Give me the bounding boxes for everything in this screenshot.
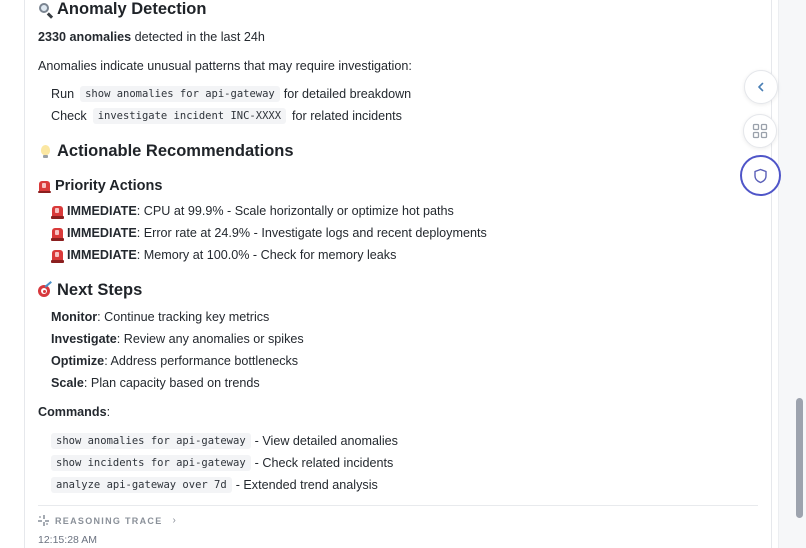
anomaly-heading [38, 0, 206, 19]
scrollbar-thumb[interactable] [796, 398, 803, 518]
command-code[interactable]: show anomalies for api-gateway [51, 433, 251, 449]
recommendations-heading [38, 142, 294, 161]
next-step-text: : Plan capacity based on trends [83, 376, 260, 390]
siren-icon [38, 180, 51, 193]
step-suffix: for related incidents [292, 109, 402, 123]
grid-view-button[interactable] [743, 114, 777, 148]
anomaly-step [51, 108, 402, 124]
anomaly-count [38, 30, 265, 44]
command-description: - Check related incidents [254, 456, 394, 470]
next-step-label: Optimize [51, 354, 105, 368]
collapse-panel-button[interactable] [744, 70, 778, 104]
siren-icon [51, 205, 63, 217]
anomaly-step [51, 86, 411, 102]
magnifier-icon [38, 2, 53, 17]
next-step-text: : Continue tracking key metrics [97, 310, 270, 324]
step-prefix: Check [51, 109, 87, 123]
target-icon [38, 283, 53, 298]
priority-level: IMMEDIATE [67, 226, 137, 240]
next-steps-heading [38, 281, 142, 300]
command-code[interactable]: show incidents for api-gateway [51, 455, 251, 471]
siren-icon [51, 249, 63, 261]
next-step-item [51, 332, 304, 346]
security-shield-button[interactable] [740, 155, 781, 196]
commands-colon: : [106, 405, 111, 419]
command-description: - View detailed anomalies [254, 434, 398, 448]
step-prefix: Run [51, 87, 75, 101]
siren-icon [51, 227, 63, 239]
anomaly-title: Anomaly Detection [57, 0, 207, 18]
anomaly-count-rest: detected in the last 24h [131, 30, 265, 44]
priority-text: : Memory at 100.0% - Check for memory leaks [136, 248, 397, 262]
chevron-left-icon [755, 81, 767, 93]
next-step-text: : Address performance bottlenecks [104, 354, 299, 368]
priority-heading [38, 178, 162, 194]
command-code[interactable]: show anomalies for api-gateway [80, 86, 280, 102]
message-timestamp: 12:15:28 AM [38, 534, 97, 546]
priority-level: IMMEDIATE [67, 204, 137, 218]
command-code[interactable]: investigate incident INC-XXXX [93, 108, 286, 124]
next-step-label: Investigate [51, 332, 117, 346]
next-step-item [51, 310, 269, 324]
next-step-item [51, 354, 298, 368]
priority-text: : CPU at 99.9% - Scale horizontally or optimize hot paths [136, 204, 454, 218]
step-suffix: for detailed breakdown [283, 87, 412, 101]
lightbulb-icon [38, 144, 53, 159]
commands-label-text: Commands [38, 405, 107, 419]
command-item [51, 455, 393, 471]
priority-text: : Error rate at 24.9% - Investigate logs and recent deployments [136, 226, 487, 240]
command-description: - Extended trend analysis [235, 478, 378, 492]
next-step-item [51, 376, 260, 390]
commands-label [38, 405, 110, 419]
grid-icon [752, 123, 768, 139]
priority-item [51, 226, 487, 240]
priority-title: Priority Actions [55, 178, 163, 194]
sparkle-icon [38, 515, 49, 526]
reasoning-trace-toggle[interactable] [38, 515, 176, 526]
chevron-right-icon: › [172, 515, 176, 526]
recommendations-title: Actionable Recommendations [57, 142, 294, 160]
anomaly-count-bold: 2330 anomalies [38, 30, 132, 44]
command-code[interactable]: analyze api-gateway over 7d [51, 477, 232, 493]
priority-item [51, 204, 454, 218]
priority-level: IMMEDIATE [67, 248, 137, 262]
priority-item [51, 248, 396, 262]
next-step-label: Monitor [51, 310, 98, 324]
command-item [51, 477, 378, 493]
next-steps-title: Next Steps [57, 281, 143, 299]
next-step-label: Scale [51, 376, 84, 390]
reasoning-trace-label: REASONING TRACE [55, 515, 163, 526]
next-step-text: : Review any anomalies or spikes [116, 332, 304, 346]
footer-divider [38, 505, 758, 506]
anomaly-intro: Anomalies indicate unusual patterns that may require investigation: [38, 59, 412, 73]
command-item [51, 433, 398, 449]
shield-icon [753, 168, 768, 184]
